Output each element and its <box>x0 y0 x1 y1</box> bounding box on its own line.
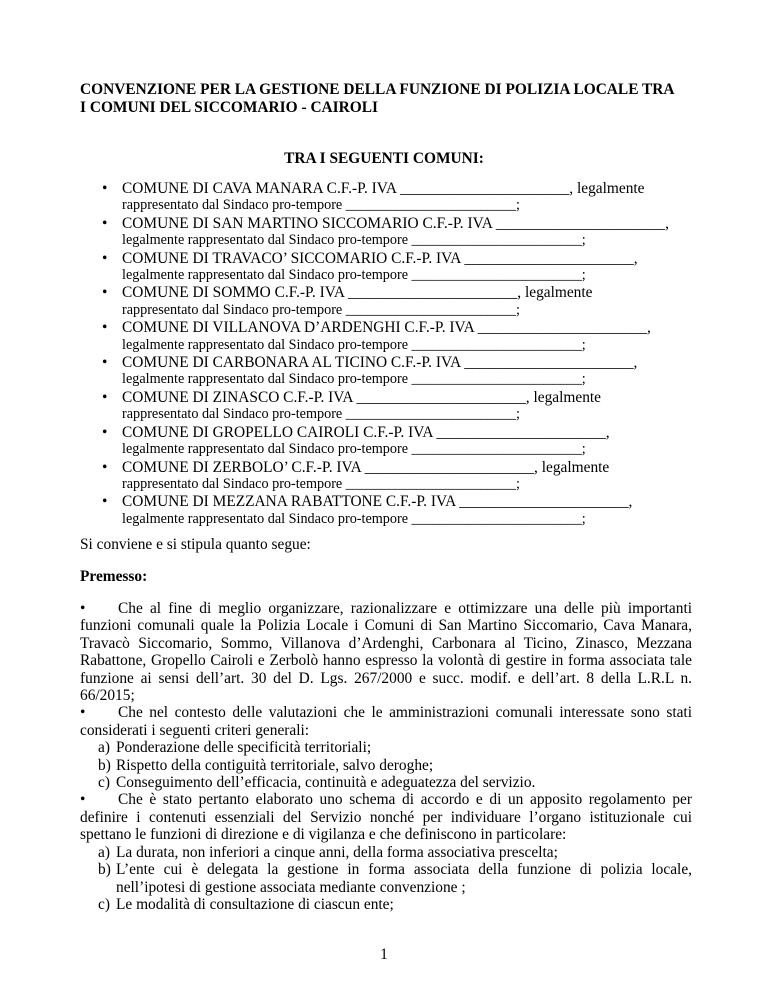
list-text: Ponderazione delle specificità territoriali; <box>116 739 372 757</box>
bullet-icon: • <box>102 458 108 476</box>
list-item <box>80 250 692 285</box>
paragraph <box>80 600 692 704</box>
comune-rep-line: rappresentato dal Sindaco pro-tempore ________________________; <box>122 301 520 318</box>
list-item <box>80 739 692 756</box>
list-item <box>80 354 692 389</box>
list-item <box>80 493 692 528</box>
bullet-icon: • <box>102 354 108 372</box>
list-label: b) <box>98 861 111 879</box>
comuni-list <box>80 180 692 528</box>
comune-name-line: COMUNE DI CARBONARA AL TICINO C.F.-P. IVA ______________________, <box>122 354 638 372</box>
comune-name-line: COMUNE DI ZERBOLO’ C.F.-P. IVA ______________________, legalmente <box>122 458 610 476</box>
list-item <box>80 844 692 861</box>
comune-rep-line: legalmente rappresentato dal Sindaco pro-tempore ________________________; <box>122 232 586 249</box>
comune-rep-line: legalmente rappresentato dal Sindaco pro-tempore ________________________; <box>122 441 586 458</box>
list-item <box>80 459 692 494</box>
paragraph <box>80 791 692 843</box>
list-text: L’ente cui è delegata la gestione in forma associata della funzione di polizia locale, nell’ipotesi di gestione associata mediante convenzione ; <box>116 861 692 896</box>
title-line-2: I COMUNI DEL SICCOMARIO - CAIROLI <box>80 99 379 116</box>
bullet-icon: • <box>102 423 108 441</box>
bullet-icon: • <box>102 284 108 302</box>
agreement-intro: Si conviene e si stipula quanto segue: <box>80 536 311 553</box>
comune-rep-line: rappresentato dal Sindaco pro-tempore ________________________; <box>122 197 520 214</box>
list-item <box>80 896 692 913</box>
paragraph-text: Che al fine di meglio organizzare, razionalizzare e ottimizzare una delle più importanti funzioni comunali quale la Polizia Locale i Comuni di San Martino Siccomario, Cava Manara, Travacò Siccomario, Sommo, Villanova d’Ardenghi, Carbonara al Ticino, Zinasco, Mezzana Rabattone, Gropello Cairoli e Zerbolò hanno espresso la volontà di gestire in forma associata tale funzione ai sensi dell’art. 30 del D. Lgs. 267/2000 e succ. modif. e dell’art. 8 della L.R.L n. 66/2015; <box>80 600 692 705</box>
comune-rep-line: legalmente rappresentato dal Sindaco pro-tempore ________________________; <box>122 510 586 527</box>
list-item <box>80 284 692 319</box>
criteri-list <box>80 739 692 791</box>
bullet-icon: • <box>102 388 108 406</box>
list-item <box>80 861 692 896</box>
bullet-icon: • <box>80 704 86 722</box>
paragraph-text: Che è stato pertanto elaborato uno schema di accordo e di un apposito regolamento per definire i contenuti essenziali del Servizio nonché per individuare l’organo istituzionale cui spettano le funzioni di direzione e di vigilanza e che definiscono in particolare: <box>80 791 692 844</box>
comune-name-line: COMUNE DI CAVA MANARA C.F.-P. IVA ______________________, legalmente <box>122 180 645 197</box>
list-item <box>80 180 692 215</box>
list-item <box>80 215 692 250</box>
list-label: a) <box>98 739 110 757</box>
comune-name-line: COMUNE DI TRAVACO’ SICCOMARIO C.F.-P. IVA ______________________, <box>122 249 638 267</box>
list-text: Le modalità di consultazione di ciascun ente; <box>116 895 394 913</box>
comune-name-line: COMUNE DI SAN MARTINO SICCOMARIO C.F.-P. IVA ______________________, <box>122 214 669 232</box>
bullet-icon: • <box>102 214 108 232</box>
list-item <box>80 319 692 354</box>
bullet-icon: • <box>102 493 108 511</box>
list-label: c) <box>98 895 110 913</box>
list-text: La durata, non inferiori a cinque anni, della forma associativa prescelta; <box>116 843 558 861</box>
section-subtitle: TRA I SEGUENTI COMUNI: <box>284 150 484 167</box>
comune-name-line: COMUNE DI GROPELLO CAIROLI C.F.-P. IVA ______________________, <box>122 423 610 441</box>
page-number: 1 <box>380 946 388 963</box>
bullet-icon: • <box>102 319 108 337</box>
contenuti-list <box>80 844 692 914</box>
list-text: Rispetto della contiguità territoriale, salvo deroghe; <box>116 756 434 774</box>
comune-name-line: COMUNE DI VILLANOVA D’ARDENGHI C.F.-P. IVA ______________________, <box>122 319 651 337</box>
comune-rep-line: legalmente rappresentato dal Sindaco pro-tempore ________________________; <box>122 267 586 284</box>
title-line-1: CONVENZIONE PER LA GESTIONE DELLA FUNZIONE DI POLIZIA LOCALE TRA <box>80 81 675 98</box>
comune-name-line: COMUNE DI MEZZANA RABATTONE C.F.-P. IVA ______________________, <box>122 493 633 511</box>
paragraph <box>80 704 692 739</box>
list-item <box>80 424 692 459</box>
list-text: Conseguimento dell’efficacia, continuità e adeguatezza del servizio. <box>116 774 536 792</box>
bullet-icon: • <box>102 180 108 197</box>
list-label: c) <box>98 774 110 792</box>
paragraph-text: Che nel contesto delle valutazioni che le amministrazioni comunali interessate sono stati considerati i seguenti criteri generali: <box>80 704 692 739</box>
bullet-icon: • <box>80 600 86 617</box>
comune-rep-line: legalmente rappresentato dal Sindaco pro-tempore ________________________; <box>122 336 586 353</box>
list-label: b) <box>98 756 111 774</box>
comune-name-line: COMUNE DI ZINASCO C.F.-P. IVA ______________________, legalmente <box>122 388 602 406</box>
comune-rep-line: rappresentato dal Sindaco pro-tempore ________________________; <box>122 406 520 423</box>
list-item <box>80 389 692 424</box>
document-title <box>80 81 700 117</box>
comune-rep-line: rappresentato dal Sindaco pro-tempore ________________________; <box>122 475 520 492</box>
list-item <box>80 757 692 774</box>
premesso-body <box>80 600 692 913</box>
section-heading-premesso: Premesso: <box>80 568 148 585</box>
bullet-icon: • <box>80 791 86 809</box>
bullet-icon: • <box>102 249 108 267</box>
comune-rep-line: legalmente rappresentato dal Sindaco pro-tempore ________________________; <box>122 371 586 388</box>
list-item <box>80 774 692 791</box>
comune-name-line: COMUNE DI SOMMO C.F.-P. IVA ______________________, legalmente <box>122 284 593 302</box>
list-label: a) <box>98 843 110 861</box>
